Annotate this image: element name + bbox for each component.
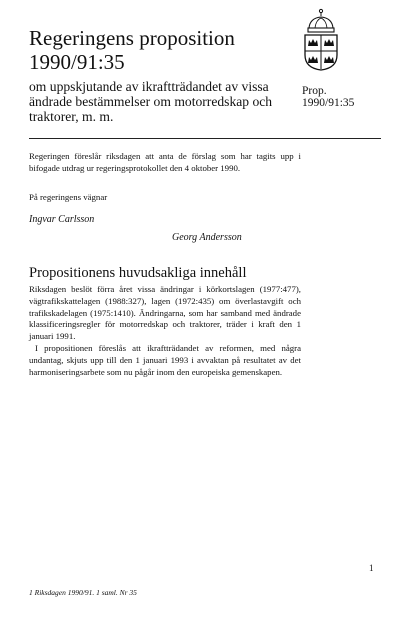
page-number: 1	[369, 563, 374, 573]
document-subtitle: om uppskjutande av ikraftträdandet av vissa ändrade bestämmelser om motorredskap och traktorer, m. m.	[29, 79, 273, 124]
horizontal-rule	[29, 138, 381, 139]
body-paragraph: Riksdagen beslöt förra året vissa ändringar i körkortslagen (1977:477), vägtrafikskattelagen (1988:327), lagen (1972:435) om överlastavgift och trafikskadelagen (1975:1410). Ändringarna, som har samband med ändrade klassificeringsregler för motorredskap och traktorer, träder i kraft den 1 januari 1991.	[29, 284, 301, 342]
document-title: Regeringens proposition	[29, 26, 235, 50]
prop-label: Prop.	[302, 85, 327, 97]
section-body	[29, 284, 301, 378]
signature-minister: Georg Andersson	[172, 232, 242, 243]
section-heading: Propositionens huvudsakliga innehåll	[29, 265, 247, 281]
body-paragraph: I propositionen föreslås att ikraftträdandet av reformen, med några undantag, skjuts upp till den 1 januari 1993 i avvaktan på resultatet av det harmoniseringsarbete som nu pågår inom den europeiska gemenskapen.	[29, 342, 301, 377]
prop-number: 1990/91:35	[302, 97, 355, 109]
footer-citation: 1 Riksdagen 1990/91. 1 saml. Nr 35	[29, 588, 137, 597]
coat-of-arms-icon	[301, 8, 341, 72]
proposition-number-title: 1990/91:35	[29, 50, 125, 74]
intro-paragraph: Regeringen föreslår riksdagen att anta de förslag som har tagits upp i bifogade utdrag ur regeringsprotokollet den 4 oktober 1990.	[29, 151, 301, 173]
on-behalf-line: På regeringens vägnar	[29, 192, 108, 202]
signature-prime-minister: Ingvar Carlsson	[29, 214, 95, 225]
